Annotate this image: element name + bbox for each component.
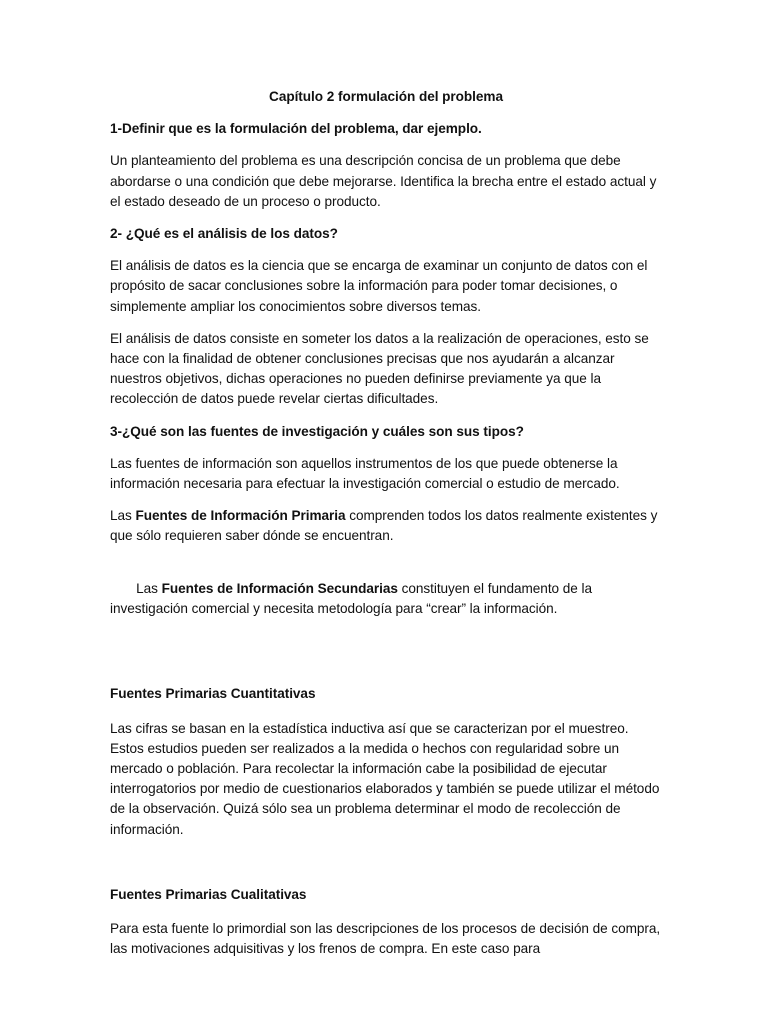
chapter-title: Capítulo 2 formulación del problema (269, 89, 503, 104)
question-2: 2- ¿Qué es el análisis de los datos? (110, 226, 338, 242)
secondary-sources-paragraph (110, 559, 662, 640)
secondary-sources-term: Fuentes de Información Secundarias (161, 580, 398, 596)
secondary-sources-pre: Las (132, 580, 162, 596)
question-3: 3-¿Qué son las fuentes de investigación y cuáles son sus tipos? (110, 423, 524, 439)
section-spacer (110, 651, 662, 684)
document-body (110, 87, 662, 972)
primary-sources-post: comprenden todos los datos realmente existentes y que sólo requieren saber dónde se encuentran. (110, 508, 658, 544)
qualitative-sources-heading: Fuentes Primarias Cualitativas (110, 886, 307, 902)
primary-sources-pre: Las (110, 508, 136, 524)
primary-sources-paragraph (110, 506, 662, 546)
answer-2-paragraph-2: El análisis de datos consiste en someter los datos a la realización de operaciones, esto se hace con la finalidad de obtener conclusiones precisas que nos ayudarán a alcanzar nuestros objetivos, dichas operaciones no pueden definirse previamente ya que la recolección de datos puede revelar ciertas dificultades. (110, 330, 649, 407)
qualitative-sources-paragraph: Para esta fuente lo primordial son las descripciones de los procesos de decisión de compra, las motivaciones adquisitivas y los frenos de compra. En este caso para (110, 921, 661, 957)
answer-1-paragraph: Un planteamiento del problema es una descripción concisa de un problema que debe abordarse o una condición que debe mejorarse. Identifica la brecha entre el estado actual y el estado deseado de un proceso o producto. (110, 153, 657, 209)
quantitative-sources-heading: Fuentes Primarias Cuantitativas (110, 686, 316, 702)
answer-2-paragraph-1: El análisis de datos es la ciencia que se encarga de examinar un conjunto de datos con el propósito de sacar conclusiones sobre la información para poder tomar decisiones, o simplemente ampliar los conocimientos sobre diversos temas. (110, 258, 648, 314)
question-1: 1-Definir que es la formulación del problema, dar ejemplo. (110, 121, 482, 137)
quantitative-sources-paragraph: Las cifras se basan en la estadística inductiva así que se caracterizan por el muestreo. Estos estudios pueden ser realizados a la medida o hechos con regularidad sobre un mercado o población. Para recolectar la información cabe la posibilidad de ejecutar interrogatorios por medio de cuestionarios elaborados y también se puede utilizar el método de la observación. Quizá sólo sea un problema determinar el modo de recolección de información. (110, 720, 660, 837)
primary-sources-term: Fuentes de Información Primaria (135, 508, 346, 524)
secondary-sources-post: constituyen el fundamento de la investigación comercial y necesita metodología para “crear” la información. (110, 580, 596, 617)
section-spacer (110, 852, 662, 885)
answer-3-paragraph-1: Las fuentes de información son aquellos instrumentos de los que puede obtenerse la información necesaria para efectuar la investigación comercial o estudio de mercado. (110, 455, 620, 492)
